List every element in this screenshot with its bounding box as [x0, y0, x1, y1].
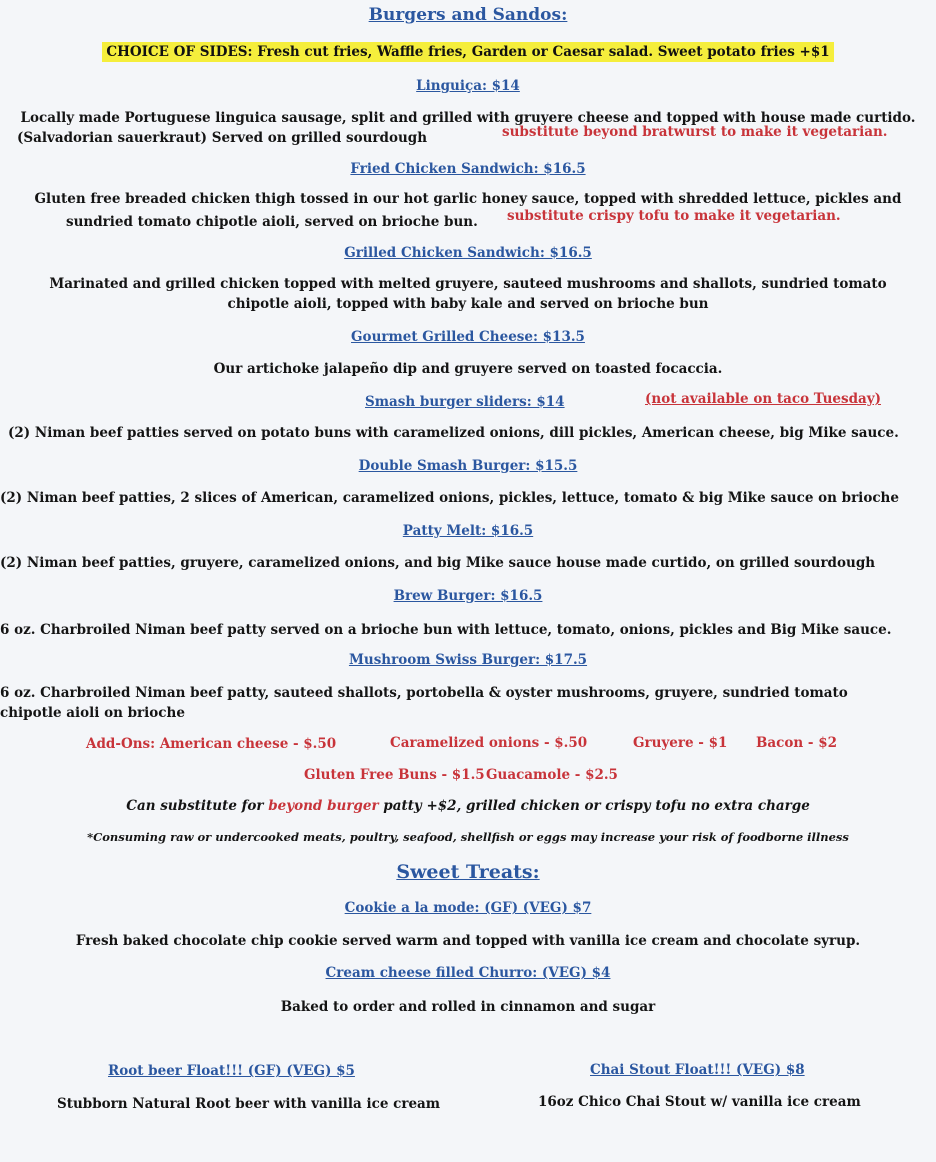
item-title-churro: Cream cheese filled Churro: (VEG) $4: [325, 965, 611, 981]
foodborne-warning: *Consuming raw or undercooked meats, poultry, seafood, shellfish or eggs may increase your risk of foodborne illness: [87, 830, 849, 844]
item-desc-sliders: (2) Niman beef patties served on potato buns with caramelized onions, dill pickles, American cheese, big Mike sauce.: [8, 425, 899, 441]
item-title-patty-melt: Patty Melt: $16.5: [402, 523, 534, 539]
addon-guacamole: Guacamole - $2.5: [486, 767, 618, 783]
item-note-fried-chicken: substitute crispy tofu to make it vegetarian.: [507, 208, 841, 224]
item-desc-chai-stout-float: 16oz Chico Chai Stout w/ vanilla ice cream: [538, 1094, 861, 1110]
item-desc-fried-chicken-1: Gluten free breaded chicken thigh tossed in our hot garlic honey sauce, topped with shredded lettuce, pickles and: [34, 191, 902, 207]
item-desc-double-smash: (2) Niman beef patties, 2 slices of American, caramelized onions, pickles, lettuce, tomato & big Mike sauce on brioche: [0, 490, 899, 506]
item-desc-linguica-1: Locally made Portuguese linguica sausage, split and grilled with gruyere cheese and topped with house made curtido.: [20, 110, 916, 126]
item-title-cookie: Cookie a la mode: (GF) (VEG) $7: [344, 900, 592, 916]
item-note-linguica: substitute beyond bratwurst to make it vegetarian.: [502, 124, 888, 140]
item-title-sliders: Smash burger sliders: $14: [365, 394, 565, 410]
addon-american-cheese: Add-Ons: American cheese - $.50: [86, 736, 337, 752]
item-title-fried-chicken: Fried Chicken Sandwich: $16.5: [350, 161, 586, 177]
addon-bacon: Bacon - $2: [756, 735, 837, 751]
substitute-line: [0, 798, 936, 814]
sides-banner: [0, 41, 936, 62]
item-desc-churro: Baked to order and rolled in cinnamon and sugar: [280, 999, 656, 1015]
item-title-grilled-cheese: Gourmet Grilled Cheese: $13.5: [351, 329, 585, 345]
item-desc-mushroom-swiss-2: chipotle aioli on brioche: [0, 705, 185, 721]
addon-gruyere: Gruyere - $1: [633, 735, 728, 751]
item-desc-cookie: Fresh baked chocolate chip cookie served warm and topped with vanilla ice cream and chocolate syrup.: [75, 933, 861, 949]
item-title-brew-burger: Brew Burger: $16.5: [393, 588, 543, 604]
item-title-grilled-chicken: Grilled Chicken Sandwich: $16.5: [344, 245, 592, 261]
section-title-sweets: Sweet Treats:: [396, 861, 540, 883]
item-desc-grilled-chicken-2: chipotle aioli, topped with baby kale and served on brioche bun: [227, 296, 709, 312]
item-desc-patty-melt: (2) Niman beef patties, gruyere, caramelized onions, and big Mike sauce house made curtido, on grilled sourdough: [0, 555, 876, 571]
item-desc-mushroom-swiss-1: 6 oz. Charbroiled Niman beef patty, sauteed shallots, portobella & oyster mushrooms, gruyere, sundried tomato: [0, 685, 848, 701]
substitute-highlight: beyond burger: [268, 798, 379, 814]
item-title-chai-stout-float: Chai Stout Float!!! (VEG) $8: [590, 1062, 805, 1078]
item-title-mushroom-swiss: Mushroom Swiss Burger: $17.5: [348, 652, 588, 668]
item-title-linguica: Linguiça: $14: [416, 78, 520, 94]
substitute-suffix: patty +$2, grilled chicken or crispy tofu no extra charge: [378, 798, 810, 814]
item-note-sliders: (not available on taco Tuesday): [645, 391, 881, 407]
item-desc-grilled-cheese: Our artichoke jalapeño dip and gruyere served on toasted focaccia.: [213, 361, 723, 377]
substitute-prefix: Can substitute for: [126, 798, 269, 814]
item-desc-fried-chicken-2: sundried tomato chipotle aioli, served on brioche bun.: [66, 214, 478, 230]
item-desc-brew-burger: 6 oz. Charbroiled Niman beef patty served on a brioche bun with lettuce, tomato, onions, pickles and Big Mike sauce.: [0, 622, 892, 638]
section-title-burgers: Burgers and Sandos:: [368, 5, 568, 25]
item-title-root-beer-float: Root beer Float!!! (GF) (VEG) $5: [108, 1063, 355, 1079]
item-title-double-smash: Double Smash Burger: $15.5: [358, 458, 578, 474]
item-desc-grilled-chicken-1: Marinated and grilled chicken topped with melted gruyere, sauteed mushrooms and shallots, sundried tomato: [49, 276, 887, 292]
item-desc-root-beer-float: Stubborn Natural Root beer with vanilla ice cream: [57, 1096, 441, 1112]
item-desc-linguica-2: (Salvadorian sauerkraut) Served on grilled sourdough: [17, 130, 428, 146]
addon-caramelized-onions: Caramelized onions - $.50: [390, 735, 588, 751]
addon-gluten-free-buns: Gluten Free Buns - $1.5: [304, 767, 485, 783]
sides-text: CHOICE OF SIDES: Fresh cut fries, Waffle fries, Garden or Caesar salad. Sweet potato fries +$1: [102, 42, 833, 62]
